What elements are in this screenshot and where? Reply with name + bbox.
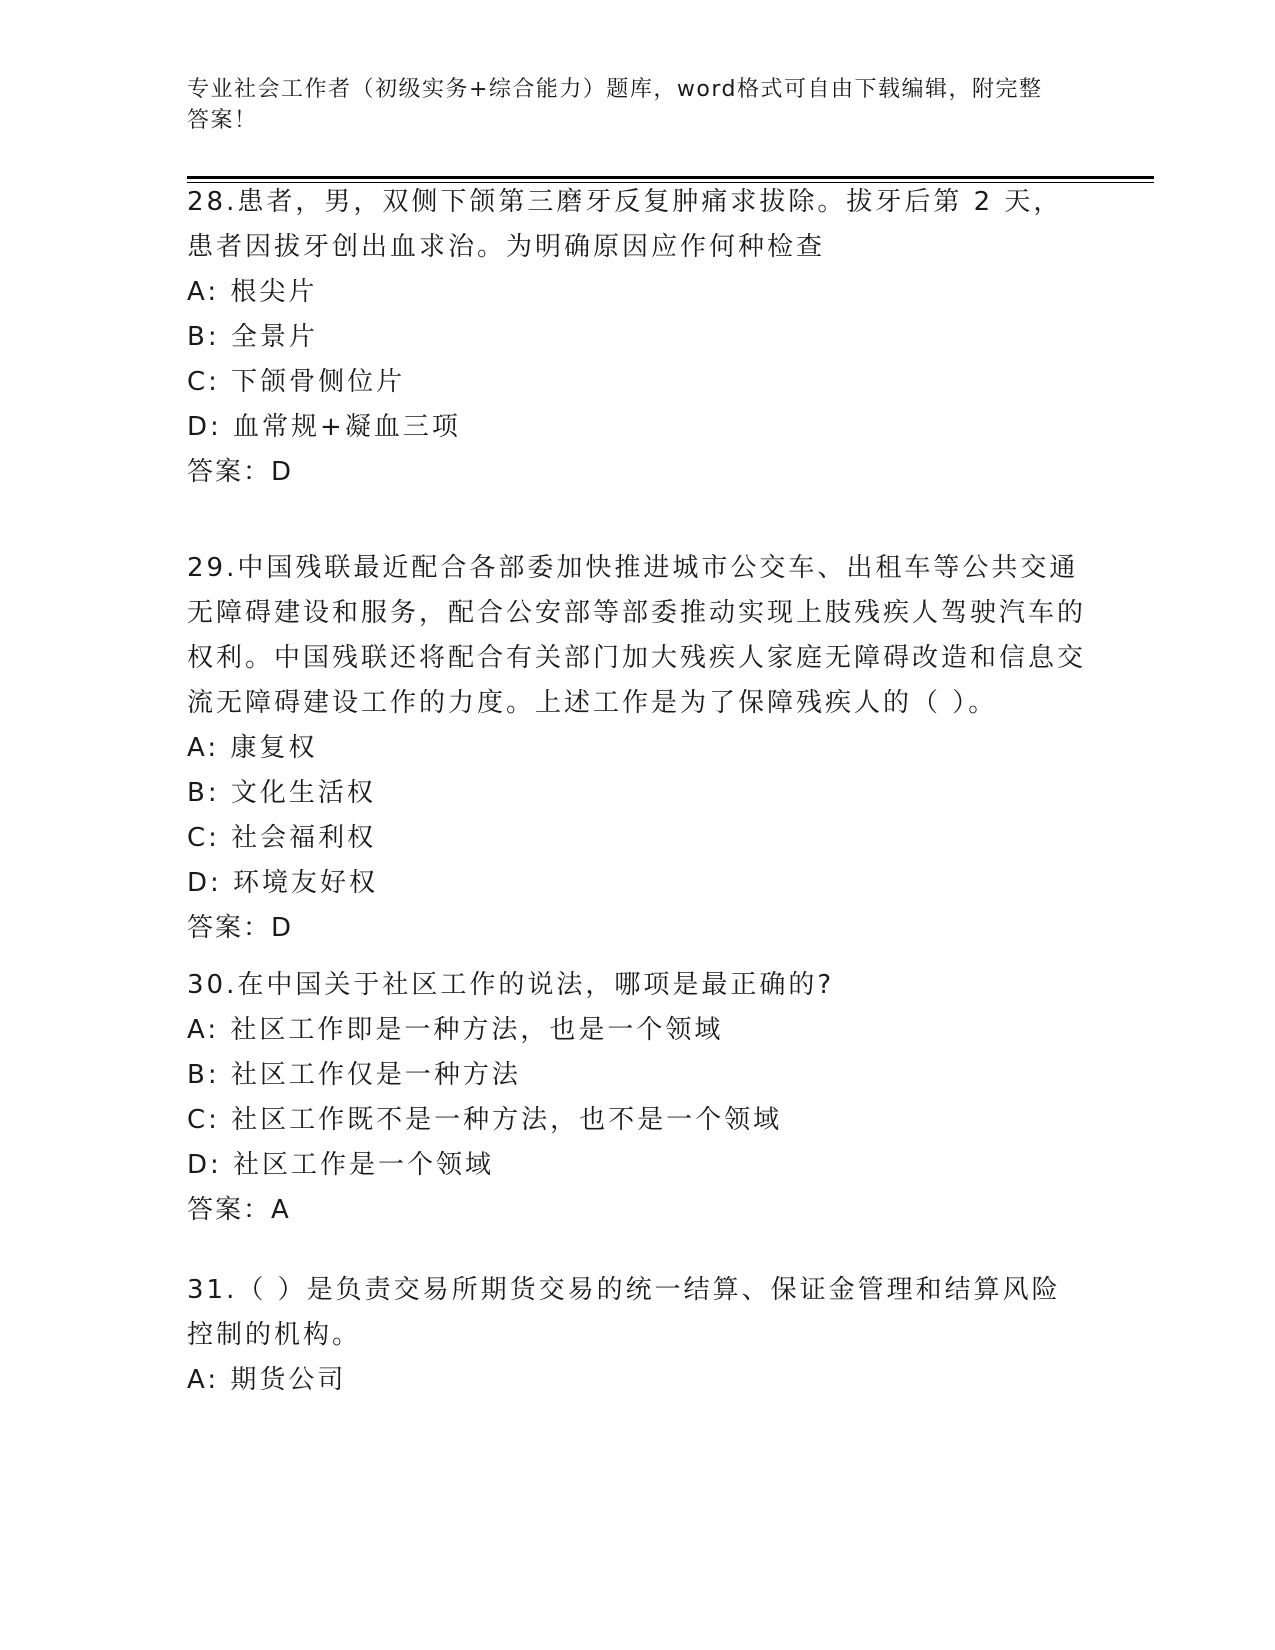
question-30 xyxy=(187,963,1087,1233)
answer-line xyxy=(187,450,1087,495)
option-a: A: 期货公司 xyxy=(187,1365,347,1395)
option-b: B: 全景片 xyxy=(187,322,318,352)
answer-label: 答案： xyxy=(187,1195,272,1225)
answer-value: D xyxy=(271,457,294,487)
question-stem: 28.患者，男，双侧下颌第三磨牙反复肿痛求拔除。拔牙后第 2 天，患者因拔牙创出血求治。为明确原因应作何种检查 xyxy=(187,187,1063,262)
question-stem: 31.（ ）是负责交易所期货交易的统一结算、保证金管理和结算风险控制的机构。 xyxy=(187,1275,1061,1350)
option-d: D: 环境友好权 xyxy=(187,868,379,898)
answer-line xyxy=(187,1188,1087,1233)
question-31 xyxy=(187,1268,1087,1403)
option-d: D: 血常规+凝血三项 xyxy=(187,412,461,442)
header-line-1: 专业社会工作者（初级实务+综合能力）题库，word格式可自由下载编辑，附完整 xyxy=(187,77,1043,102)
option-a: A: 康复权 xyxy=(187,733,318,763)
question-stem: 29.中国残联最近配合各部委加快推进城市公交车、出租车等公共交通无障碍建设和服务，配合公安部等部委推动实现上肢残疾人驾驶汽车的权利。中国残联还将配合有关部门加大残疾人家庭无障碍改造和信息交流无障碍建设工作的力度。上述工作是为了保障残疾人的（ ）。 xyxy=(187,553,1087,718)
answer-line xyxy=(187,906,1087,951)
question-stem: 30.在中国关于社区工作的说法，哪项是最正确的? xyxy=(187,970,835,1000)
document-header xyxy=(187,74,1087,136)
header-line-2: 答案！ xyxy=(187,108,258,133)
answer-label: 答案： xyxy=(187,457,272,487)
option-b: B: 文化生活权 xyxy=(187,778,376,808)
header-divider-thick xyxy=(187,176,1154,179)
option-b: B: 社区工作仅是一种方法 xyxy=(187,1060,521,1090)
option-d: D: 社区工作是一个领域 xyxy=(187,1150,495,1180)
option-c: C: 社会福利权 xyxy=(187,823,377,853)
option-a: A: 社区工作即是一种方法，也是一个领域 xyxy=(187,1015,724,1045)
answer-value: D xyxy=(271,913,294,943)
option-c: C: 下颌骨侧位片 xyxy=(187,367,406,397)
option-c: C: 社区工作既不是一种方法，也不是一个领域 xyxy=(187,1105,783,1135)
question-28 xyxy=(187,180,1087,495)
option-a: A: 根尖片 xyxy=(187,277,318,307)
answer-label: 答案： xyxy=(187,913,272,943)
answer-value: A xyxy=(271,1195,291,1225)
question-29 xyxy=(187,546,1087,951)
